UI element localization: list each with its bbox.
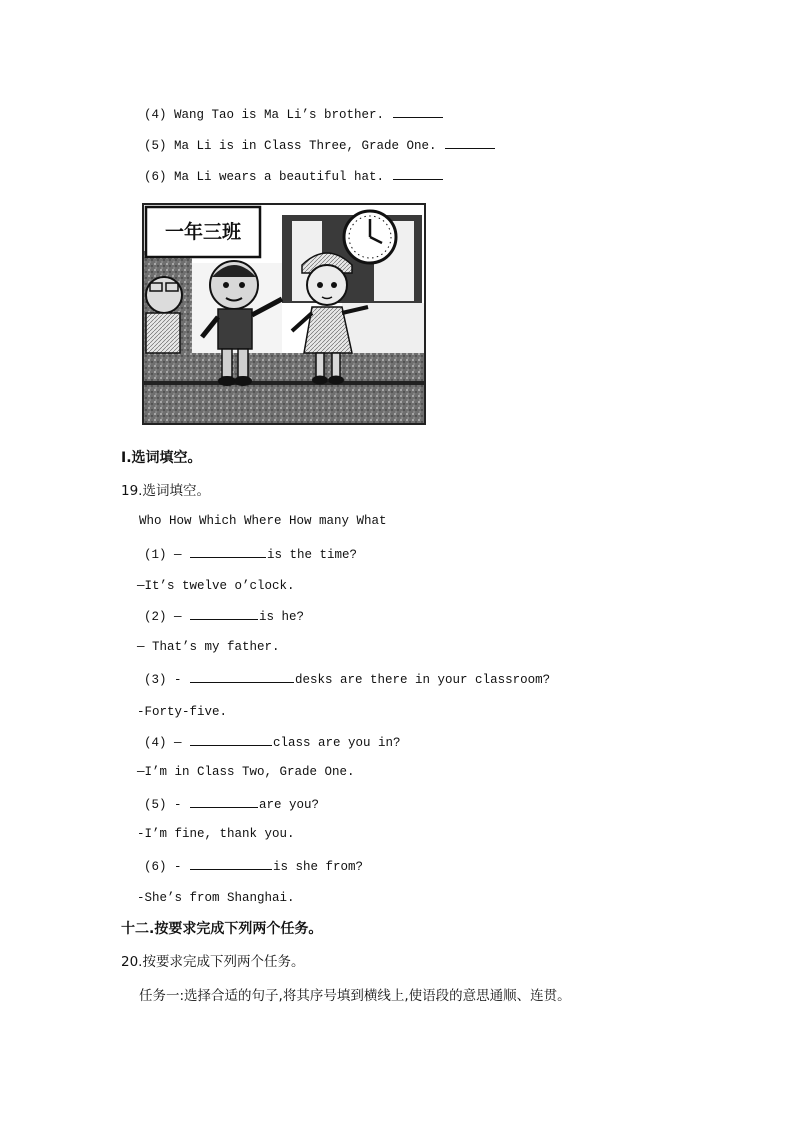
word-bank: Who How Which Where How many What	[139, 514, 387, 528]
item-number: (2) —	[144, 610, 182, 624]
answer-blank[interactable]	[190, 608, 258, 620]
section-heading: 十二.按要求完成下列两个任务。	[121, 921, 323, 937]
tf-item	[144, 168, 444, 184]
item-answer: — That’s my father.	[137, 640, 280, 654]
task-instruction: 任务一:选择合适的句子,将其序号填到横线上,使语段的意思通顺、连贯。	[139, 988, 571, 1004]
item-number: (6) -	[144, 860, 182, 874]
item-number: (4) —	[144, 736, 182, 750]
question-label: 19.选词填空。	[121, 483, 210, 499]
fill-item	[144, 734, 401, 750]
item-number: (5) -	[144, 798, 182, 812]
item-text: class are you in?	[273, 736, 401, 750]
tf-item	[144, 106, 444, 122]
fill-item	[144, 671, 550, 687]
answer-blank[interactable]	[393, 106, 443, 118]
item-text: is he?	[259, 610, 305, 624]
section-heading: Ⅰ.选词填空。	[121, 450, 202, 466]
item-text: is she from?	[273, 860, 364, 874]
item-number: (3) -	[144, 673, 182, 687]
fill-item	[144, 546, 357, 562]
answer-blank[interactable]	[190, 796, 258, 808]
item-answer: —I’m in Class Two, Grade One.	[137, 765, 355, 779]
fill-item	[144, 608, 304, 624]
question-label: 20.按要求完成下列两个任务。	[121, 954, 305, 970]
tf-item-text: (5) Ma Li is in Class Three, Grade One.	[144, 139, 437, 153]
item-text: is the time?	[267, 548, 358, 562]
tf-item	[144, 137, 496, 153]
item-text: desks are there in your classroom?	[295, 673, 551, 687]
answer-blank[interactable]	[190, 734, 272, 746]
item-answer: -She’s from Shanghai.	[137, 891, 295, 905]
fill-item	[144, 858, 363, 874]
answer-blank[interactable]	[445, 137, 495, 149]
item-answer: -I’m fine, thank you.	[137, 827, 295, 841]
item-number: (1) —	[144, 548, 182, 562]
fill-item	[144, 796, 319, 812]
item-answer: -Forty-five.	[137, 705, 228, 719]
item-answer: —It’s twelve o’clock.	[137, 579, 295, 593]
answer-blank[interactable]	[190, 671, 294, 683]
classroom-sign: 一年三班	[164, 221, 241, 243]
answer-blank[interactable]	[190, 546, 266, 558]
tf-item-text: (4) Wang Tao is Ma Li’s brother.	[144, 108, 385, 122]
answer-blank[interactable]	[393, 168, 443, 180]
item-text: are you?	[259, 798, 320, 812]
classroom-cartoon-image	[142, 203, 426, 425]
tf-item-text: (6) Ma Li wears a beautiful hat.	[144, 170, 385, 184]
answer-blank[interactable]	[190, 858, 272, 870]
